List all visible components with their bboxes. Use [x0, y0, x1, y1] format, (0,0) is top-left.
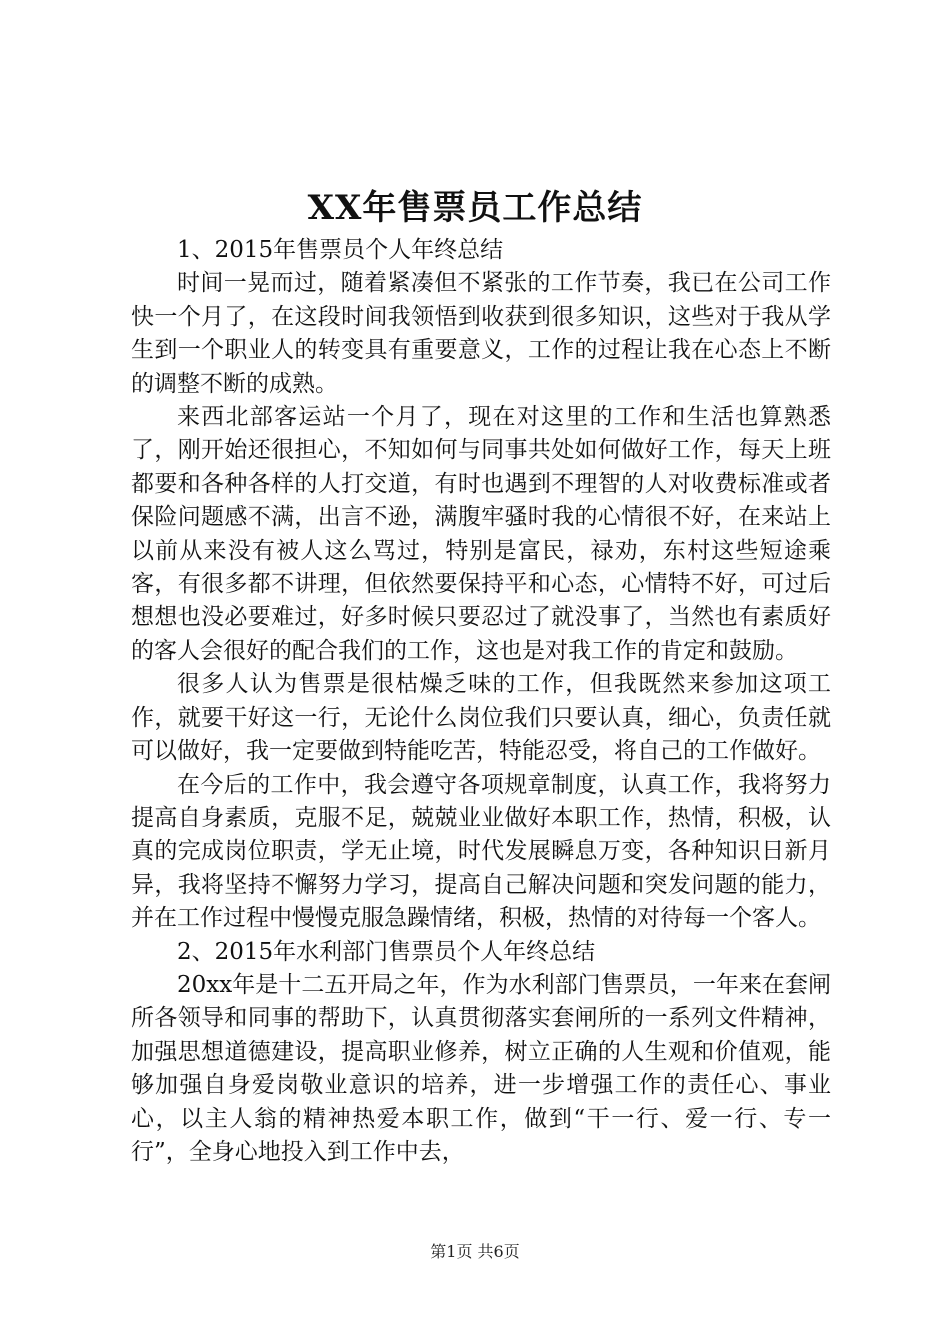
body-paragraph: 来西北部客运站一个月了，现在对这里的工作和生活也算熟悉了，刚开始还很担心，不知如何与同事共处如何做好工作，每天上班都要和各种各样的人打交道，有时也遇到不理智的人对收费标准或者保险问题感不满，出言不逊，满腹牢骚时我的心情很不好，在来站上以前从来没有被人这么骂过，特别是富民，禄劝，东村这些短途乘客，有很多都不讲理，但依然要保持平和心态，心情特不好，可过后想想也没必要难过，好多时候只要忍过了就没事了，当然也有素质好的客人会很好的配合我们的工作，这也是对我工作的肯定和鼓励。 — [131, 404, 831, 664]
body-paragraph: 20xx年是十二五开局之年，作为水利部门售票员，一年来在套闸所各领导和同事的帮助下，认真贯彻落实套闸所的一系列文件精神，加强思想道德建设，提高职业修养，树立正确的人生观和价值观，能够加强自身爱岗敬业意识的培养，进一步增强工作的责任心、事业心，以主人翁的精神热爱本职工作，做到“干一行、爱一行、专一行”，全身心地投入到工作中去， — [131, 971, 831, 1165]
section-heading: 1、2015年售票员个人年终总结 — [177, 237, 504, 263]
page-footer: 第1页 共6页 — [430, 1242, 520, 1261]
section-heading: 2、2015年水利部门售票员个人年终总结 — [177, 938, 596, 965]
body-paragraph: 很多人认为售票是很枯燥乏味的工作，但我既然来参加这项工作，就要干好这一行，无论什么岗位我们只要认真，细心，负责任就可以做好，我一定要做到特能吃苦，特能忍受，将自己的工作做好。 — [131, 671, 831, 765]
document-body — [131, 234, 831, 1169]
document-title: XX年售票员工作总结 — [307, 188, 643, 228]
body-paragraph: 在今后的工作中，我会遵守各项规章制度，认真工作，我将努力提高自身素质，克服不足，兢兢业业做好本职工作，热情，积极，认真的完成岗位职责，学无止境，时代发展瞬息万变，各种知识日新月异，我将坚持不懈努力学习，提高自己解决问题和突发问题的能力，并在工作过程中慢慢克服急躁情绪，积极，热情的对待每一个客人。 — [131, 771, 831, 932]
body-paragraph: 时间一晃而过，随着紧凑但不紧张的工作节奏，我已在公司工作快一个月了，在这段时间我领悟到收获到很多知识，这些对于我从学生到一个职业人的转变具有重要意义，工作的过程让我在心态上不断的调整不断的成熟。 — [131, 270, 831, 397]
